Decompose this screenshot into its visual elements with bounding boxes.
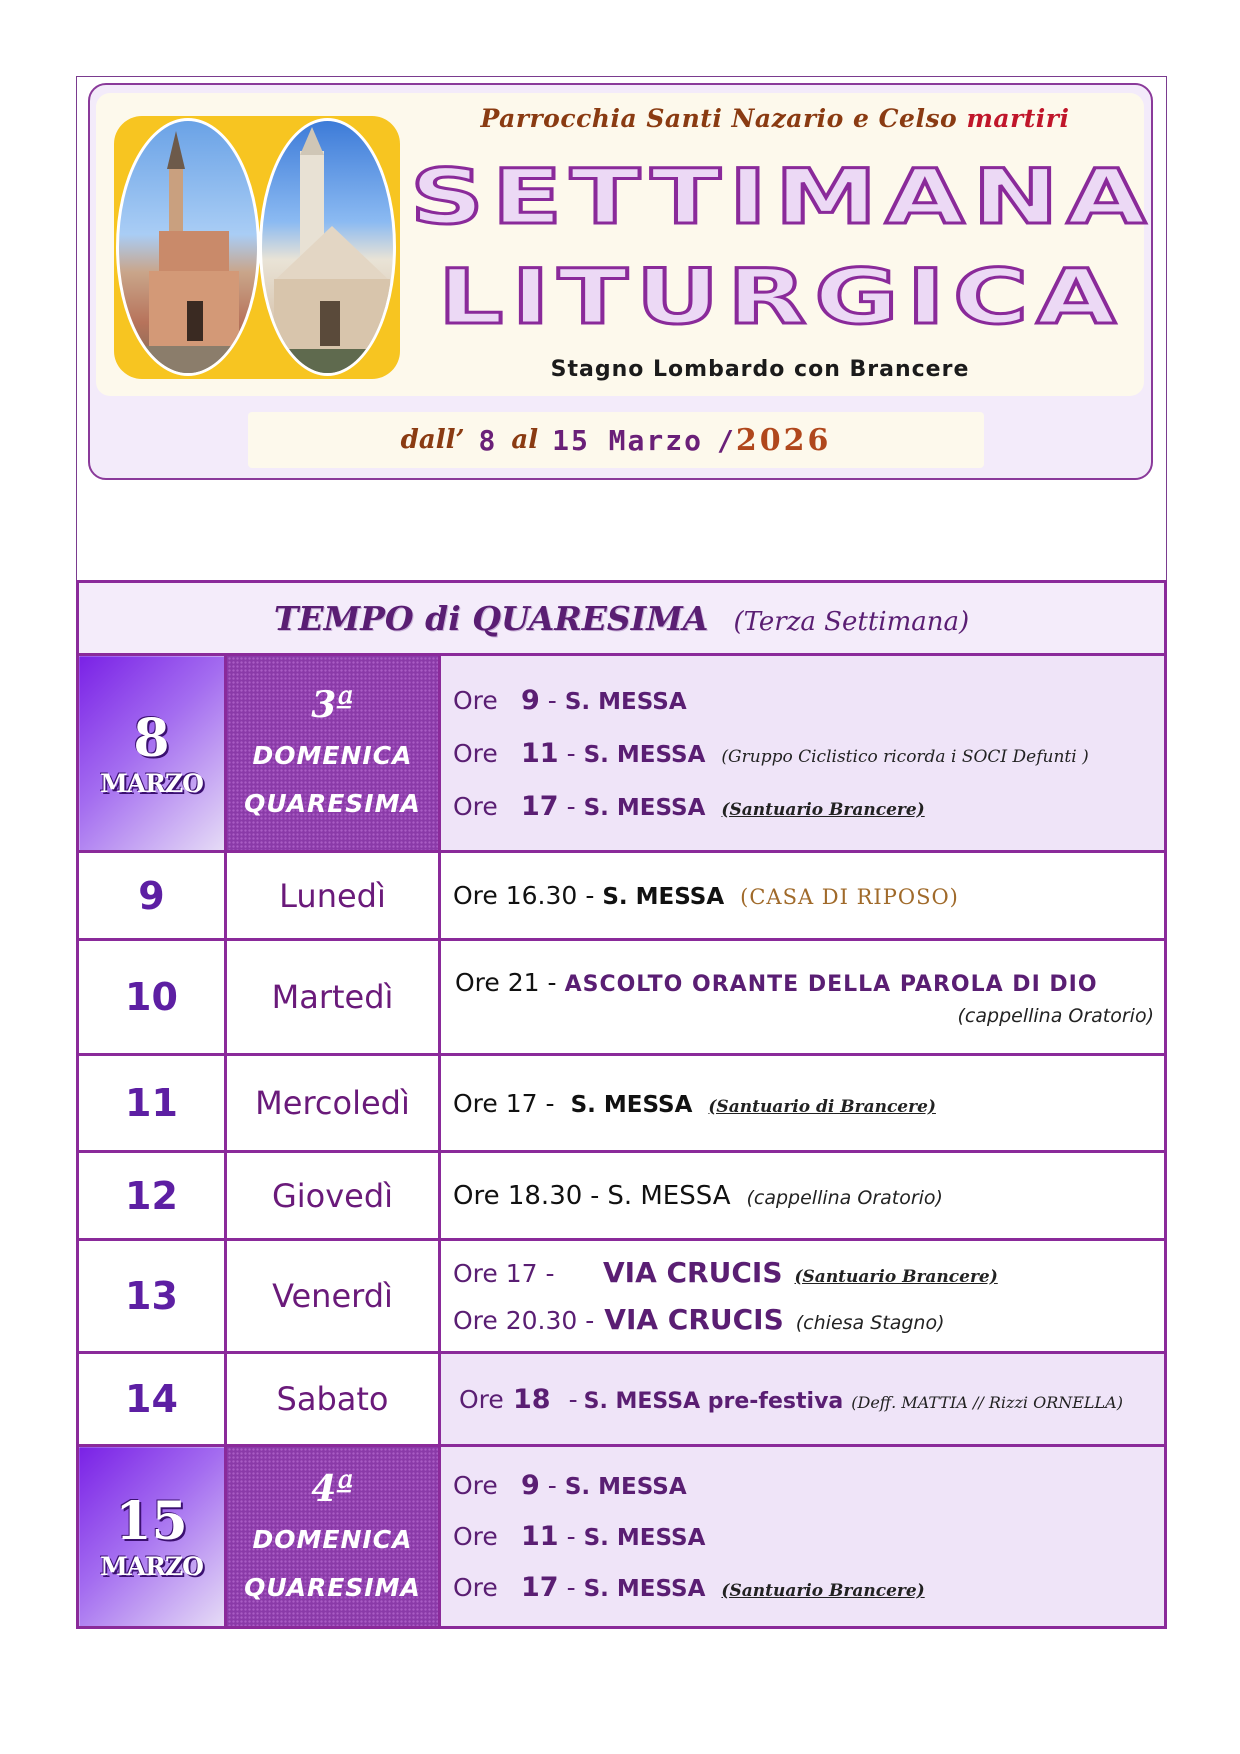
day-name: Giovedì <box>226 1152 440 1240</box>
event-hour: 17 <box>521 1572 559 1603</box>
day-name: Mercoledì <box>226 1055 440 1152</box>
events-cell <box>440 1353 1166 1446</box>
event-title: ASCOLTO ORANTE DELLA PAROLA DI DIO <box>564 971 1098 997</box>
event-note: (Deff. MATTIA // Rizzi ORNELLA) <box>851 1392 1123 1412</box>
event-item <box>455 968 1154 997</box>
sunday-label: DOMENICA <box>252 1524 413 1554</box>
event-ore: Ore <box>453 685 498 715</box>
season-subtitle: (Terza Settimana) <box>733 606 970 637</box>
day-number: 13 <box>78 1240 226 1353</box>
event-note: (Santuario di Brancere) <box>708 1096 936 1117</box>
sunday-season: QUARESIMA <box>244 789 421 818</box>
events-cell <box>440 655 1166 852</box>
date-range <box>248 412 984 468</box>
event-dash: - <box>585 881 595 910</box>
events-cell <box>440 1055 1166 1152</box>
event-item <box>453 791 1154 822</box>
date-end: 15 Marzo <box>552 423 703 457</box>
day-name: Venerdì <box>226 1240 440 1353</box>
church-photo-right <box>259 118 396 376</box>
day-month: MARZO <box>100 1552 203 1581</box>
event-dash: - <box>590 1180 600 1210</box>
day-number: 14 <box>78 1353 226 1446</box>
day-name: Lunedì <box>226 852 440 940</box>
event-title: S. MESSA pre-festiva <box>583 1388 844 1414</box>
event-hour: 11 <box>521 1521 559 1552</box>
day-row <box>78 1055 1166 1152</box>
event-hour: 18 <box>513 1383 551 1415</box>
event-item <box>453 1181 1154 1211</box>
day-number: 8 <box>133 707 170 769</box>
event-item <box>453 1256 1154 1289</box>
event-dash: - <box>568 1384 578 1414</box>
day-name-cell <box>226 655 440 852</box>
parish-name <box>420 104 1130 133</box>
day-row <box>78 1353 1166 1446</box>
date-start: 8 <box>478 423 498 457</box>
event-title: S. MESSA <box>602 884 725 910</box>
event-dash: - <box>547 1471 557 1500</box>
event-item <box>453 1470 1154 1501</box>
date-from-label: dall’ <box>400 425 465 455</box>
event-item <box>453 738 1154 769</box>
day-number: 10 <box>78 940 226 1055</box>
event-note: (Santuario Brancere) <box>721 799 925 820</box>
event-ore: Ore <box>453 791 498 821</box>
event-note: (cappellina Oratorio) <box>746 1186 943 1209</box>
day-name-cell <box>226 1446 440 1628</box>
event-title: VIA CRUCIS <box>603 1256 783 1289</box>
season-header <box>78 582 1166 655</box>
event-item <box>453 1303 1154 1336</box>
event-note: (Santuario Brancere) <box>721 1581 925 1601</box>
day-name: Sabato <box>226 1353 440 1446</box>
event-ore: Ore 16.30 <box>453 881 578 910</box>
event-item <box>453 881 1154 910</box>
event-title: S. MESSA <box>583 794 706 821</box>
event-dash: - <box>566 1573 576 1602</box>
event-item <box>453 685 1154 716</box>
event-item <box>453 1089 1154 1118</box>
day-number-cell <box>78 1446 226 1628</box>
day-number: 12 <box>78 1152 226 1240</box>
church-photo-left <box>116 118 260 376</box>
day-number-cell <box>78 655 226 852</box>
events-cell <box>440 852 1166 940</box>
location-subtitle: Stagno Lombardo con Brancere <box>550 357 970 382</box>
event-title: S. MESSA <box>564 1474 687 1500</box>
day-row <box>78 1446 1166 1628</box>
parish-suffix: martiri <box>966 104 1070 133</box>
date-separator: / <box>716 423 736 457</box>
day-number: 11 <box>78 1055 226 1152</box>
event-title: S. MESSA <box>607 1180 731 1211</box>
event-title: S. MESSA <box>583 741 706 768</box>
title-line-2: LITURGICA <box>438 252 1124 341</box>
event-note: (Santuario Brancere) <box>794 1267 998 1287</box>
event-note: (CASA DI RIPOSO) <box>740 885 959 909</box>
event-ore: Ore <box>453 738 498 768</box>
event-item <box>459 1384 1154 1415</box>
event-item <box>453 1521 1154 1552</box>
event-note: (Gruppo Ciclistico ricorda i SOCI Defunti ) <box>721 746 1089 767</box>
day-row <box>78 655 1166 852</box>
event-dash: - <box>566 791 576 821</box>
events-cell <box>440 1240 1166 1353</box>
parish-label: Parrocchia Santi Nazario e Celso <box>480 104 958 133</box>
event-ore: Ore <box>459 1384 504 1414</box>
event-item <box>453 1572 1154 1603</box>
event-hour: 17 <box>521 790 559 822</box>
events-cell <box>440 1446 1166 1628</box>
schedule-table <box>76 580 1167 1629</box>
event-hour: 9 <box>521 1470 540 1501</box>
event-note-row <box>453 1005 1154 1027</box>
event-hour: 11 <box>521 737 559 769</box>
event-ore: Ore 17 <box>453 1088 538 1118</box>
day-row <box>78 1152 1166 1240</box>
day-name: Martedì <box>226 940 440 1055</box>
sunday-label: DOMENICA <box>252 741 413 770</box>
sunday-season: QUARESIMA <box>244 1572 421 1602</box>
day-number: 15 <box>115 1491 188 1552</box>
date-year: 2026 <box>735 422 832 458</box>
events-cell <box>440 1152 1166 1240</box>
day-number: 9 <box>78 852 226 940</box>
day-row <box>78 852 1166 940</box>
title-line-1: SETTIMANA <box>410 152 1155 241</box>
event-dash: - <box>547 967 557 997</box>
event-title: VIA CRUCIS <box>604 1303 784 1336</box>
event-title: S. MESSA <box>583 1525 706 1551</box>
day-row <box>78 1240 1166 1353</box>
season-title: TEMPO di QUARESIMA <box>273 598 709 638</box>
day-row <box>78 940 1166 1055</box>
event-ore: Ore 17 - <box>453 1259 555 1288</box>
events-cell <box>440 940 1166 1055</box>
event-title: S. MESSA <box>570 1091 693 1118</box>
event-note: (chiesa Stagno) <box>795 1312 945 1334</box>
date-al-label: al <box>511 425 539 455</box>
event-ore: Ore 20.30 - <box>453 1306 595 1335</box>
event-note: (cappellina Oratorio) <box>957 1004 1154 1027</box>
event-title: S. MESSA <box>583 1576 706 1602</box>
event-dash: - <box>545 1088 555 1118</box>
event-dash: - <box>566 738 576 768</box>
sunday-ordinal: 4ª <box>311 1467 354 1510</box>
event-ore: Ore <box>453 1471 498 1500</box>
day-month: MARZO <box>100 768 203 798</box>
event-dash: - <box>566 1522 576 1551</box>
sunday-ordinal: 3ª <box>311 684 354 726</box>
event-title: S. MESSA <box>564 688 687 715</box>
event-ore: Ore 18.30 <box>453 1180 583 1211</box>
event-hour: 9 <box>521 684 540 716</box>
event-ore: Ore <box>453 1522 498 1551</box>
event-ore: Ore 21 <box>455 967 540 997</box>
event-ore: Ore <box>453 1573 498 1602</box>
event-dash: - <box>547 685 557 715</box>
parish-logo <box>114 116 400 379</box>
